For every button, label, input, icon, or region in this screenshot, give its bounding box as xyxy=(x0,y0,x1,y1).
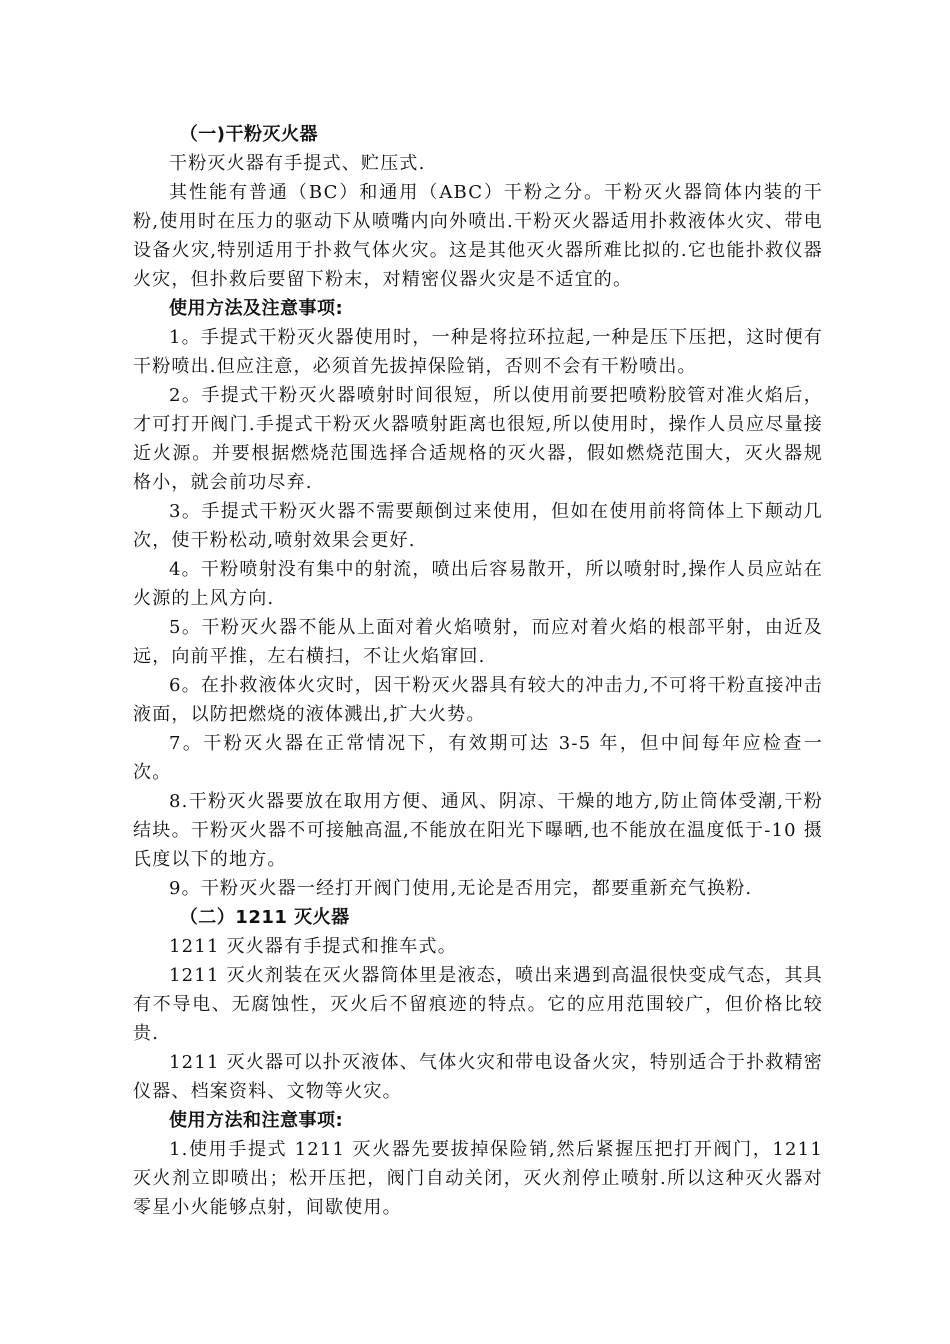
usage-item: 2。手提式干粉灭火器喷射时间很短，所以使用前要把喷粉胶管对准火焰后，才可打开阀门.手提式干粉灭火器喷射距离也很短,所以使用时，操作人员应尽量接近火源。并要根据燃烧范围选择合适规格的灭火器，假如燃烧范围大，灭火器规格小，就会前功尽弃. xyxy=(133,385,823,493)
usage-item: 9。干粉灭火器一经打开阀门使用,无论是否用完，都要重新充气换粉. xyxy=(169,878,753,899)
document-body xyxy=(133,120,823,1222)
usage-item: 1。手提式干粉灭火器使用时，一种是将拉环拉起,一种是压下压把，这时便有干粉喷出.但应注意，必须首先拔掉保险销，否则不会有干粉喷出。 xyxy=(133,327,823,377)
usage-item: 4。干粉喷射没有集中的射流，喷出后容易散开，所以喷射时,操作人员应站在火源的上风方向. xyxy=(133,559,823,609)
paragraph-dry-powder-types: 干粉灭火器有手提式、贮压式. xyxy=(169,153,426,174)
paragraph-1211-application: 1211 灭火器可以扑灭液体、气体火灾和带电设备火灾，特别适合于扑救精密仪器、档案资料、文物等火灾。 xyxy=(133,1052,823,1102)
usage-item: 5。干粉灭火器不能从上面对着火焰喷射，而应对着火焰的根部平射，由近及远，向前平推，左右横扫，不让火焰窜回. xyxy=(133,617,823,667)
paragraph-dry-powder-description: 其性能有普通（BC）和通用（ABC）干粉之分。干粉灭火器筒体内装的干粉,使用时在压力的驱动下从喷嘴内向外喷出.干粉灭火器适用扑救液体火灾、带电设备火灾,特别适用于扑救气体火灾。这是其他灭火器所难比拟的.它也能扑救仪器火灾，但扑救后要留下粉末，对精密仪器火灾是不适宜的。 xyxy=(133,182,823,290)
paragraph-1211-description: 1211 灭火剂装在灭火器筒体里是液态，喷出来遇到高温很快变成气态，其具有不导电、无腐蚀性，灭火后不留痕迹的特点。它的应用范围较广，但价格比较贵. xyxy=(133,965,823,1044)
section-title-1211: （二）1211 灭火器 xyxy=(179,907,350,928)
paragraph-1211-types: 1211 灭火器有手提式和推车式。 xyxy=(169,936,457,957)
usage-item: 6。在扑救液体火灾时，因干粉灭火器具有较大的冲击力,不可将干粉直接冲击液面，以防把燃烧的液体溅出,扩大火势。 xyxy=(133,675,823,725)
usage-heading-1211: 使用方法和注意事项: xyxy=(169,1110,344,1131)
usage-item: 8.干粉灭火器要放在取用方便、通风、阴凉、干燥的地方,防止筒体受潮,干粉结块。干粉灭火器不可接触高温,不能放在阳光下曝晒,也不能放在温度低于-10 摄氏度以下的地方。 xyxy=(133,791,823,870)
section-title-dry-powder: （一)干粉灭火器 xyxy=(179,124,319,145)
usage-item: 7。干粉灭火器在正常情况下，有效期可达 3-5 年，但中间每年应检查一次。 xyxy=(133,733,823,783)
usage-item: 3。手提式干粉灭火器不需要颠倒过来使用，但如在使用前将筒体上下颠动几次，使干粉松动,喷射效果会更好. xyxy=(133,501,823,551)
usage-heading-dry-powder: 使用方法及注意事项: xyxy=(169,298,344,319)
usage-item: 1.使用手提式 1211 灭火器先要拔掉保险销,然后紧握压把打开阀门，1211 灭火剂立即喷出；松开压把，阀门自动关闭，灭火剂停止喷射.所以这种灭火器对零星小火能够点射，间歇使用。 xyxy=(133,1139,823,1218)
